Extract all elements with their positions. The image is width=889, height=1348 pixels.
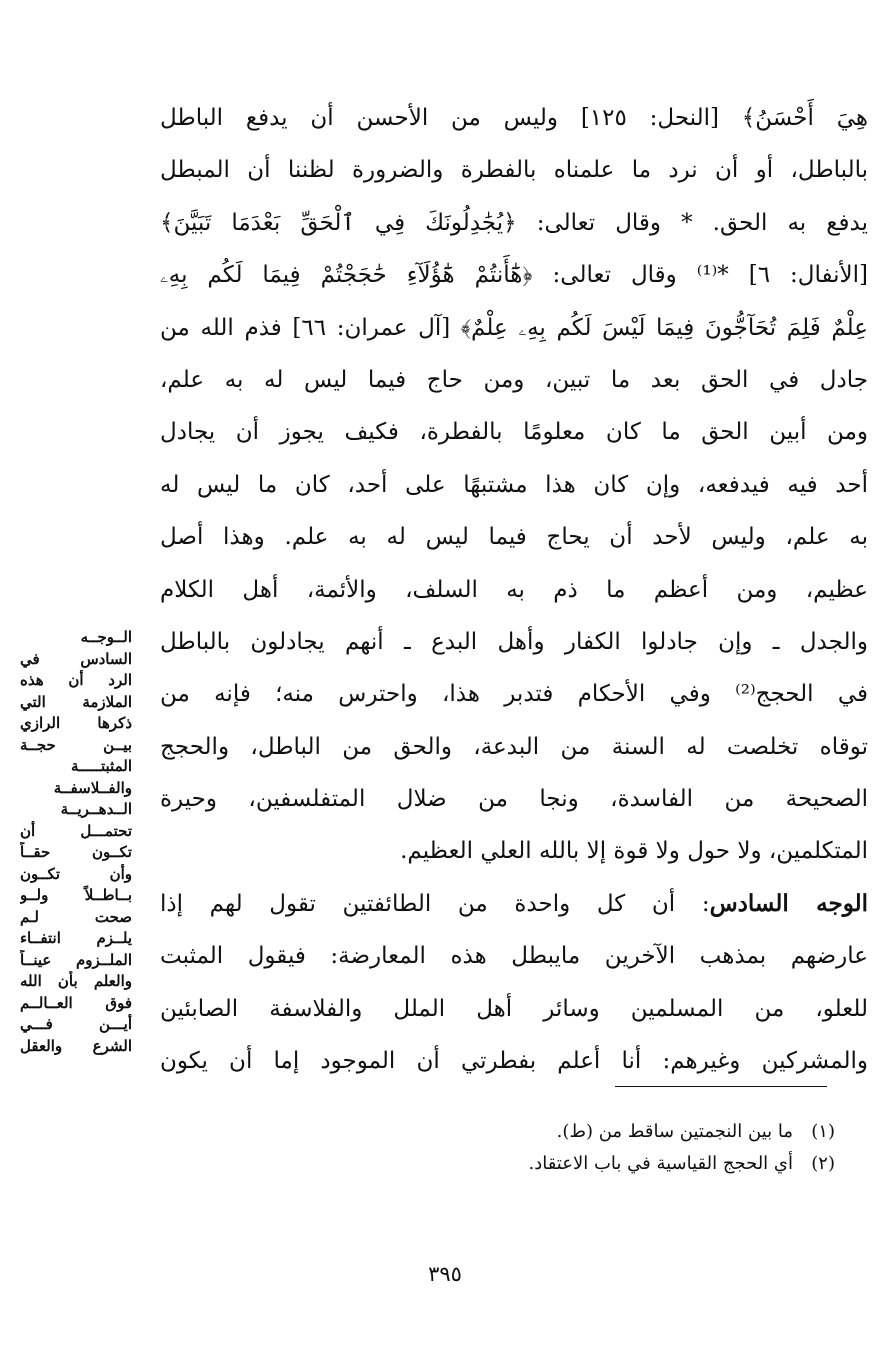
footnote-number: (٢)	[811, 1153, 835, 1174]
margin-note-line: السادس في	[20, 649, 132, 668]
section-first-line	[160, 878, 868, 930]
text-line: ومن أبين الحق ما كان معلومًا بالفطرة، فكيف يجوز أن يجادل	[160, 419, 868, 446]
text-line: بالباطل، أو أن نرد ما علمناه بالفطرة والضرورة لظننا أن المبطل	[160, 157, 868, 184]
text-line: هِيَ أَحْسَنُ﴾ [النحل: ١٢٥] وليس من الأحسن أن يدفع الباطل	[160, 105, 868, 131]
margin-note	[20, 627, 132, 1057]
text-line: أحد فيه فيدفعه، وإن كان هذا مشتبهًا على أحد، كان ما ليس له	[160, 471, 868, 498]
page-number: ٣٩٥	[428, 1262, 462, 1286]
margin-note-line: وأن تكــون	[20, 864, 132, 883]
margin-note-line: بيــن حجــة	[20, 735, 132, 754]
text-line: عظيم، ومن أعظم ما ذم به السلف، والأئمة، أهل الكلام	[160, 576, 868, 603]
margin-note-line: الرد أن هذه	[20, 671, 132, 689]
margin-note-line: الشرع والعقل	[20, 1036, 132, 1055]
margin-note-line: فوق العــالــم	[20, 993, 132, 1012]
margin-note-line: ذكرها الرازي	[20, 714, 132, 732]
margin-note-line: أيـــن فـــي	[20, 1015, 132, 1033]
text-line: يدفع به الحق. * وقال تعالى: ﴿يُجَٰدِلُونَكَ فِي ٱلْحَقِّ بَعْدَمَا تَبَيَّنَ﴾	[160, 209, 868, 236]
text-line: به علم، وليس لأحد أن يحاج فيما ليس له به علم. وهذا أصل	[160, 524, 868, 551]
margin-note-line: الــوجــه	[80, 628, 132, 646]
margin-note-line: بــاطــلاً ولــو	[20, 886, 132, 904]
footnote-number: (١)	[811, 1121, 835, 1142]
section-heading: الوجه السادس	[709, 889, 868, 917]
text-line: في الحجج⁽²⁾ وفي الأحكام فتدبر هذا، واحترس منه؛ فإنه من	[160, 681, 868, 708]
margin-note-line: صحت لـم	[20, 907, 132, 926]
footnote-item	[300, 1148, 835, 1180]
footnote-separator	[615, 1086, 827, 1087]
margin-note-line: والفــلاسفــة	[53, 778, 132, 797]
margin-note-line: يلــزم انتفــاء	[20, 929, 132, 947]
margin-note-line: تحتمـــل أن	[20, 821, 132, 840]
text-line: عِلْمٌ فَلِمَ تُحَآجُّونَ فِيمَا لَيْسَ لَكُم بِهِۦ عِلْمٌ﴾ [آل عمران: ٦٦] فذم الله من	[160, 314, 868, 341]
text-line: [الأنفال: ٦] *⁽¹⁾ وقال تعالى: ﴿هَٰٓأَنتُمْ هَٰٓؤُلَآءِ حَٰجَجْتُمْ فِيمَا لَكُم بِهِۦ	[160, 262, 868, 289]
footnote-text: ما بين النجمتين ساقط من (ط).	[556, 1121, 793, 1142]
text-line: للعلو، من المسلمين وسائر أهل الملل والفلاسفة الصابئين	[160, 995, 868, 1022]
margin-note-line: المثبتـــــة	[70, 757, 132, 775]
margin-note-line: والعلم بأن الله	[20, 972, 132, 990]
text-line: والمشركين وغيرهم: أنا أعلم بفطرتي أن الموجود إما أن يكون	[160, 1048, 868, 1075]
text-line: المتكلمين، ولا حول ولا قوة إلا بالله العلي العظيم.	[400, 838, 868, 865]
text-line: والجدل ـ وإن جادلوا الكفار وأهل البدع ـ أنهم يجادلون بالباطل	[160, 628, 868, 655]
main-text-block	[160, 92, 868, 1087]
text-line: جادل في الحق بعد ما تبين، ومن حاج فيما ليس له به علم،	[160, 366, 868, 393]
margin-note-line: تكــون حقــاً	[20, 843, 132, 861]
margin-note-line: الملازمة التي	[20, 692, 132, 711]
text-line: الصحيحة من الفاسدة، ونجا من ضلال المتفلسفين، وحيرة	[160, 786, 868, 813]
footnotes	[300, 1116, 835, 1180]
footnote-item	[300, 1116, 835, 1148]
section-first-line-text: : أن كل واحدة من الطائفتين تقول لهم إذا	[160, 890, 710, 917]
footnote-text: أي الحجج القياسية في باب الاعتقاد.	[528, 1153, 793, 1174]
text-line: توقاه تخلصت له السنة من البدعة، والحق من الباطل، والحجج	[160, 733, 868, 760]
margin-note-line: الــدهــريــة	[60, 800, 132, 818]
text-line: عارضهم بمذهب الآخرين مايبطل هذه المعارضة: فيقول المثبت	[160, 943, 868, 970]
margin-note-line: الملــزوم عينــاً	[20, 950, 132, 969]
